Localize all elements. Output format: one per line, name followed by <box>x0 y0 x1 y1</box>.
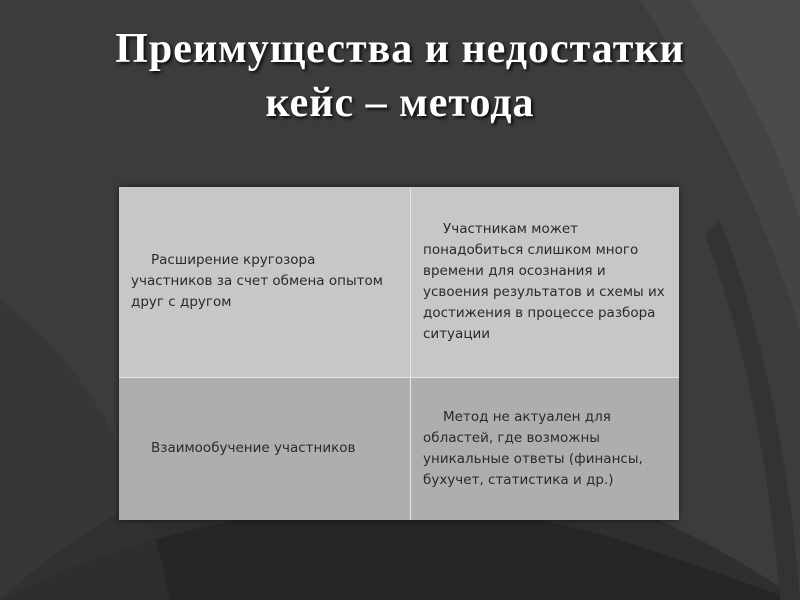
advantage-text: Расширение кругозора участников за счет обмена опытом друг с другом <box>131 252 383 311</box>
advantage-cell <box>119 377 411 520</box>
table-row <box>119 377 679 520</box>
advantage-cell <box>119 187 411 377</box>
comparison-grid <box>119 187 679 520</box>
disadvantage-text: Метод не актуален для областей, где возможны уникальные ответы (финансы, бухучет, статистика и др.) <box>423 408 643 488</box>
disadvantage-cell <box>411 187 680 377</box>
disadvantage-text: Участникам может понадобиться слишком много времени для осознания и усвоения результатов и схемы их достижения в процессе разбора ситуации <box>423 220 665 342</box>
slide-title-line-1: Преимущества и недостатки <box>115 26 685 72</box>
slide-title <box>0 22 800 130</box>
table-row <box>119 187 679 377</box>
disadvantage-cell <box>411 377 680 520</box>
slide-title-line-2: кейс – метода <box>265 80 535 126</box>
advantage-text: Взаимообучение участников <box>151 440 356 457</box>
comparison-table <box>119 187 678 520</box>
